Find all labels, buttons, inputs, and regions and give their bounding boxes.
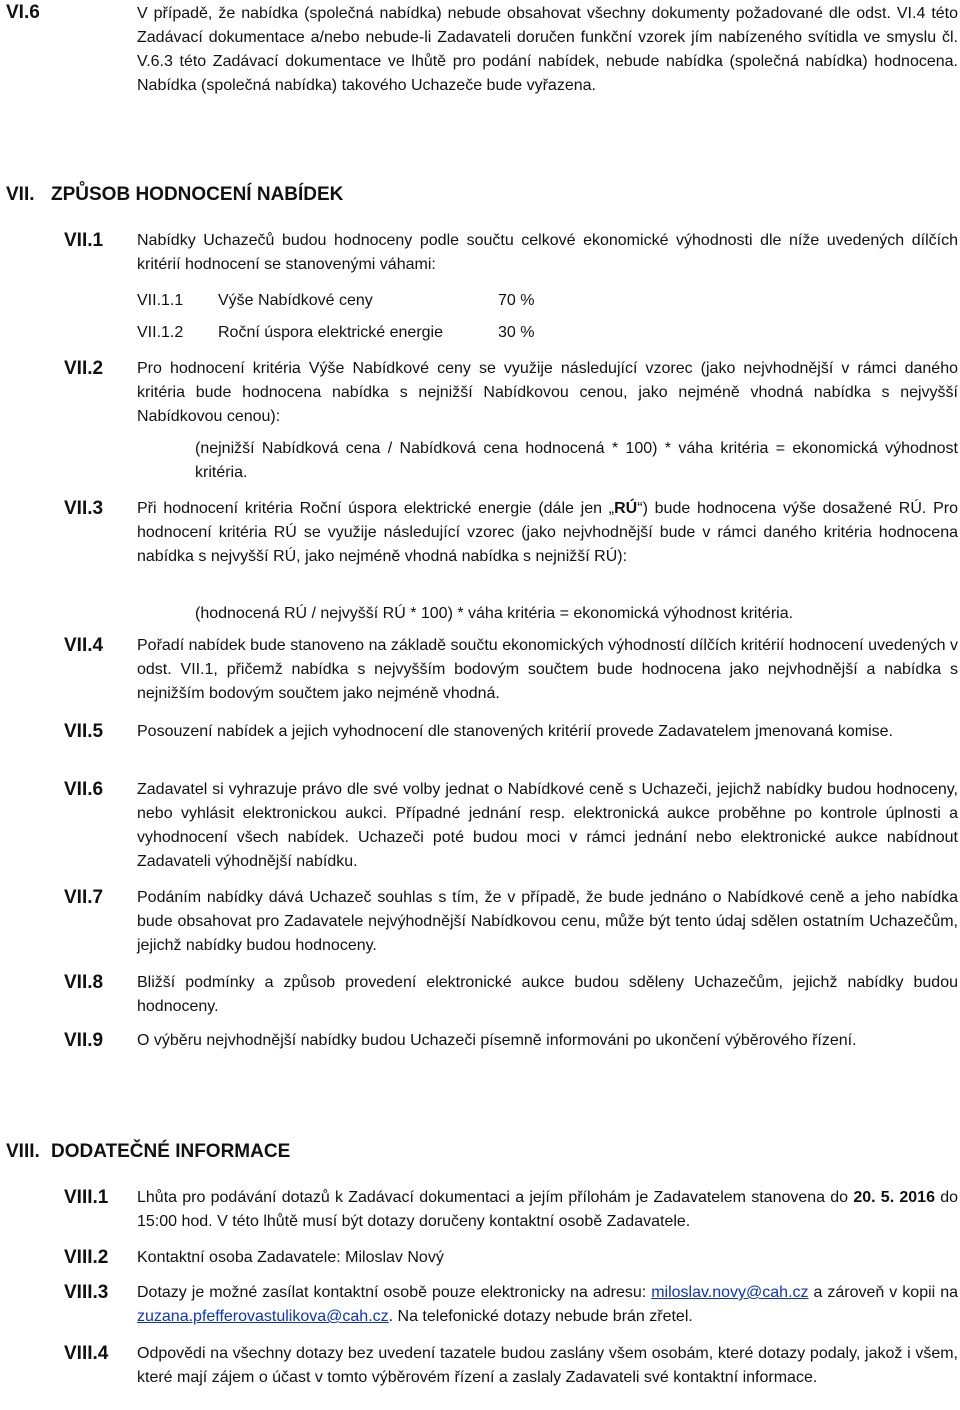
clause-text: Bližší podmínky a způsob provedení elektronické aukce budou sděleny Uchazečům, jejichž nabídky budou hodnoceny. [137,974,958,1015]
criterion-weight: 70 % [498,292,535,309]
clause-number: VII.6 [64,779,104,800]
deadline-date: 20. 5. 2016 [853,1189,935,1206]
clause-number: VIII.1 [64,1187,109,1208]
criterion-number: VII.1.1 [137,292,184,309]
clause-text: Kontaktní osoba Zadavatele: Miloslav Nový [137,1249,444,1266]
criterion-weight: 30 % [498,324,535,341]
clause-text: Podáním nabídky dává Uchazeč souhlas s tím, že v případě, že bude jednáno o Nabídkové ceně a jeho nabídka bude obsahovat pro Zadavatele nejvýhodnější Nabídkovou cenu, může být tento údaj sdělen ostatním Uchazečům, jejichž nabídky budou hodnoceny. [137,889,958,954]
clause-text: Dotazy je možné zasílat kontaktní osobě pouze elektronicky na adresu: miloslav.novy@cah.cz a zároveň v kopii na zuzana.pfefferovastulikova@cah.cz. Na telefonické dotazy nebude brán zřetel. [137,1284,958,1325]
clause-number: VIII.3 [64,1282,109,1303]
section-number: VII. [6,184,35,205]
clause-number: VII.7 [64,887,104,908]
clause-number: VII.3 [64,498,104,519]
clause-text: Pro hodnocení kritéria Výše Nabídkové ceny se využije následující vzorec (jako nejvhodnější v rámci daného kritéria bude hodnocena nabídka s nejnižší Nabídkovou cenou, jako nejméně vhodná nabídka s nejvyšší Nabídkovou cenou): [137,360,958,425]
clause-number: VII.9 [64,1030,104,1051]
clause-number: VII.8 [64,972,104,993]
clause-number: VII.1 [64,230,104,251]
clause-text: Nabídky Uchazečů budou hodnoceny podle součtu celkové ekonomické výhodnosti dle níže uvedených dílčích kritérií hodnocení se stanovenými váhami: [137,232,958,273]
abbreviation: RÚ [614,500,638,517]
clause-text: Odpovědi na všechny dotazy bez uvedení tazatele budou zaslány všem osobám, které dotazy podaly, jakož i všem, které mají zájem o účast v tomto výběrovém řízení a zaslaly Zadavateli své kontaktní informace. [137,1345,958,1386]
clause-number: VIII.2 [64,1247,109,1268]
clause-text: O výběru nejvhodnější nabídky budou Uchazeči písemně informováni po ukončení výběrového řízení. [137,1032,857,1049]
clause-number: VII.2 [64,358,104,379]
criterion-number: VII.1.2 [137,324,184,341]
clause-text: Zadavatel si vyhrazuje právo dle své volby jednat o Nabídkové ceně s Uchazeči, jejichž nabídky budou hodnoceny, nebo vyhlásit elektronickou aukci. Případné jednání resp. elektronická aukce proběhne po kontrole úplnosti a vyhodnocení všech nabídek. Uchazeči poté budou moci v rámci jednání nebo elektronické aukce nabídnout Zadavateli výhodnější nabídku. [137,781,958,870]
clause-text: Pořadí nabídek bude stanoveno na základě součtu ekonomických výhodností dílčích kritérií hodnocení uvedených v odst. VII.1, přičemž nabídka s nejvyšším bodovým součtem bude hodnocena jako nejvhodnější a nabídka s nejnižším bodovým součtem jako nejméně vhodná. [137,637,958,702]
section-title: DODATEČNÉ INFORMACE [51,1141,291,1162]
email-link-contact[interactable]: miloslav.novy@cah.cz [651,1284,809,1301]
clause-number: VII.4 [64,635,104,656]
clause-text: Lhůta pro podávání dotazů k Zadávací dokumentaci a jejím přílohám je Zadavatelem stanovena do 20. 5. 2016 do 15:00 hod. V této lhůtě musí být dotazy doručeny kontaktní osobě Zadavatele. [137,1189,959,1230]
criterion-label: Roční úspora elektrické energie [218,324,444,341]
formula-savings: (hodnocená RÚ / nejvyšší RÚ * 100) * váha kritéria = ekonomická výhodnost kritéria. [195,605,794,622]
criterion-label: Výše Nabídkové ceny [218,292,373,309]
clause-number: VI.6 [6,2,40,23]
clause-text: Při hodnocení kritéria Roční úspora elektrické energie (dále jen „RÚ“) bude hodnocena výše dosažené RÚ. Pro hodnocení kritéria RÚ se využije následující vzorec (jako nejvhodnější bude v rámci daného kritéria hodnocena nabídka s nejvyšší RÚ, jako nejméně vhodná nabídka s nejnižší RÚ): [137,500,959,565]
section-number: VIII. [6,1141,40,1162]
clause-number: VII.5 [64,721,104,742]
clause-text: V případě, že nabídka (společná nabídka) nebude obsahovat všechny dokumenty požadované dle odst. VI.4 této Zadávací dokumentace a/nebo nebude-li Zadavateli doručen funkční vzorek jím nabízeného svítidla ve smyslu čl. V.6.3 této Zadávací dokumentace ve lhůtě pro podání nabídek, nebude nabídka (společná nabídka) hodnocena. Nabídka (společná nabídka) takového Uchazeče bude vyřazena. [137,5,958,94]
clause-number: VIII.4 [64,1343,109,1364]
formula-price: (nejnižší Nabídková cena / Nabídková cena hodnocená * 100) * váha kritéria = ekonomická výhodnost kritéria. [195,440,958,481]
section-title: ZPŮSOB HODNOCENÍ NABÍDEK [51,184,344,205]
email-link-copy[interactable]: zuzana.pfefferovastulikova@cah.cz [137,1308,389,1325]
clause-text: Posouzení nabídek a jejich vyhodnocení dle stanovených kritérií provede Zadavatelem jmenovaná komise. [137,723,893,740]
